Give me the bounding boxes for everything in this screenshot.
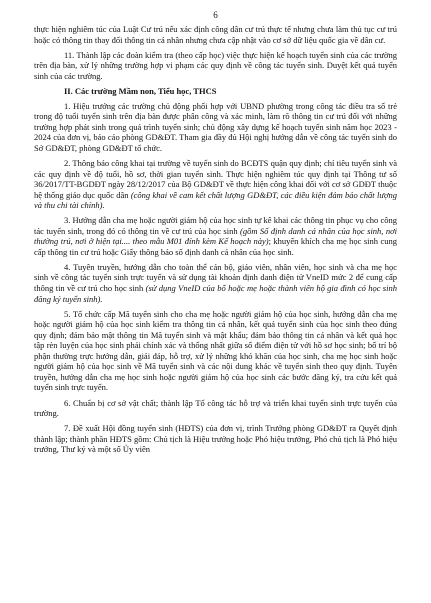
paragraph-enrollment-code: 5. Tổ chức cấp Mã tuyển sinh cho cha mẹ hoặc người giám hộ của học sinh, hướng dẫn cha mẹ hoặc người giám hộ của học sinh kiểm tra thông tin cá nhân, kết quả tuyển sinh của học sinh theo đúng quy định; đảm bảo mật thông tin Mã tuyển sinh và mật khẩu; đảm bảo thông tin cá nhân và kết quả học tập rèn luyện của học sinh phải chính xác và thống nhất giữa số điểm điện tử với hồ sơ học sinh; bố trí bộ phận thường trực hướng dẫn, giải đáp, hỗ trợ, xử lý những khó khăn của học sinh, cha mẹ học sinh hoặc người giám hộ của học sinh về Mã tuyển sinh và các nội dung khác về tuyển sinh theo quy định. Tuyên truyền, hướng dẫn cha mẹ học sinh hoặc người giám hộ của học sinh các bước đăng ký, tra cứu kết quả tuyển sinh trực tuyến. [34,308,397,393]
paragraph-residence-continuation: thực hiện nghiêm túc của Luật Cư trú nếu xác định công dân cư trú thực tế nhưng chưa làm thủ tục cư trú hoặc có thông tin thay đổi thông tin cá nhân nhưng chưa cập nhật vào cơ sở dữ liệu quốc gia về dân cư. [34,24,397,45]
paragraph-text: 3. Hướng dẫn cha mẹ hoặc người giám hộ của học sinh tự kê khai các thông tin phục vụ cho công tác tuyển sinh, trong đó có thông tin về cư trú của học sinh [34,215,397,236]
paragraph-text: 2. Thông báo công khai tại trường về tuyển sinh do BCĐTS quận quy định; chỉ tiêu tuyển sinh và các quy định về độ tuổi, hồ sơ, thời gian tuyển sinh. Thực hiện nghiêm túc quy định tại Thông tư số 36/2017/TT-BGDĐT ngày 28/12/2017 của Bộ GD&ĐT về thực hiện công khai đối với cơ sở GDĐT thuộc hệ thống giáo dục quốc dân [34,158,397,200]
paragraph-inspection-teams: 11. Thành lập các đoàn kiểm tra (theo cấp học) việc thực hiện kế hoạch tuyển sinh của các trường trên địa bàn, xử lý những trường hợp vi phạm các quy định về công tác tuyển sinh. Duyệt kết quả tuyển sinh của các trường. [34,49,397,81]
paragraph-text-after: ; khuyến khích cha mẹ học sinh cung cấp thông tin cư trú hoặc Giấy thông báo số định danh cá nhân của học sinh. [34,236,397,257]
paragraph-online-enrollment-propaganda [34,262,397,304]
paragraph-facilities: 6. Chuẩn bị cơ sở vật chất; thành lập Tổ công tác hỗ trợ và triển khai tuyển sinh trực tuyến của trường. [34,397,397,419]
section-heading-schools: II. Các trường Mầm non, Tiểu học, THCS [64,85,217,96]
paragraph-italic-note: (sử dụng VneID của bố hoặc mẹ hoặc thành viên hộ gia đình có học sinh đăng ký tuyển sinh). [34,283,397,304]
paragraph-parent-declaration [34,215,397,257]
page-number: 6 [213,10,218,20]
paragraph-italic-note: (công khai về cam kết chất lượng GD&ĐT, các điều kiện đảm bảo chất lượng và thu chi tài chính). [34,189,397,211]
paragraph-principal-coordination: 1. Hiệu trưởng các trường chủ động phối hợp với UBND phường trong công tác điều tra số trẻ trong độ tuổi tuyển sinh trên địa bàn được phân công và xác minh, làm rõ thông tin cư trú đối với những trường hợp phát sinh trong quá trình tuyển sinh; chủ động xây dựng kế hoạch tuyển sinh năm học 2023 - 2024 của đơn vị, báo cáo phòng GD&ĐT. Tham gia đầy đủ Hội nghị hướng dẫn về công tác tuyển sinh do Sở GD&ĐT, phòng GD&ĐT tổ chức. [34,100,397,153]
paragraph-public-announcement [34,158,397,211]
paragraph-enrollment-council: 7. Đề xuất Hội đồng tuyển sinh (HĐTS) của đơn vị, trình Trưởng phòng GD&ĐT ra Quyết định thành lập; thành phần HĐTS gồm: Chủ tịch là Hiệu trưởng hoặc Phó hiệu trưởng, Phó chủ tịch là Phó hiệu trưởng, Thư ký và một số Ủy viên [34,423,397,455]
paragraph-italic-note: (gồm Số định danh cá nhân của học sinh, nơi thường trú, nơi ở hiện tại.... theo mẫu M01 đính kèm Kế hoạch này) [34,225,398,247]
paragraph-text: 4. Tuyên truyền, hướng dẫn cho toàn thể cán bộ, giáo viên, nhân viên, học sinh và cha mẹ học sinh về công tác tuyển sinh trực tuyến và sử dụng tài khoản định danh điện tử VneID mức 2 để cung cấp thông tin về cư trú cho học sinh [34,261,397,294]
